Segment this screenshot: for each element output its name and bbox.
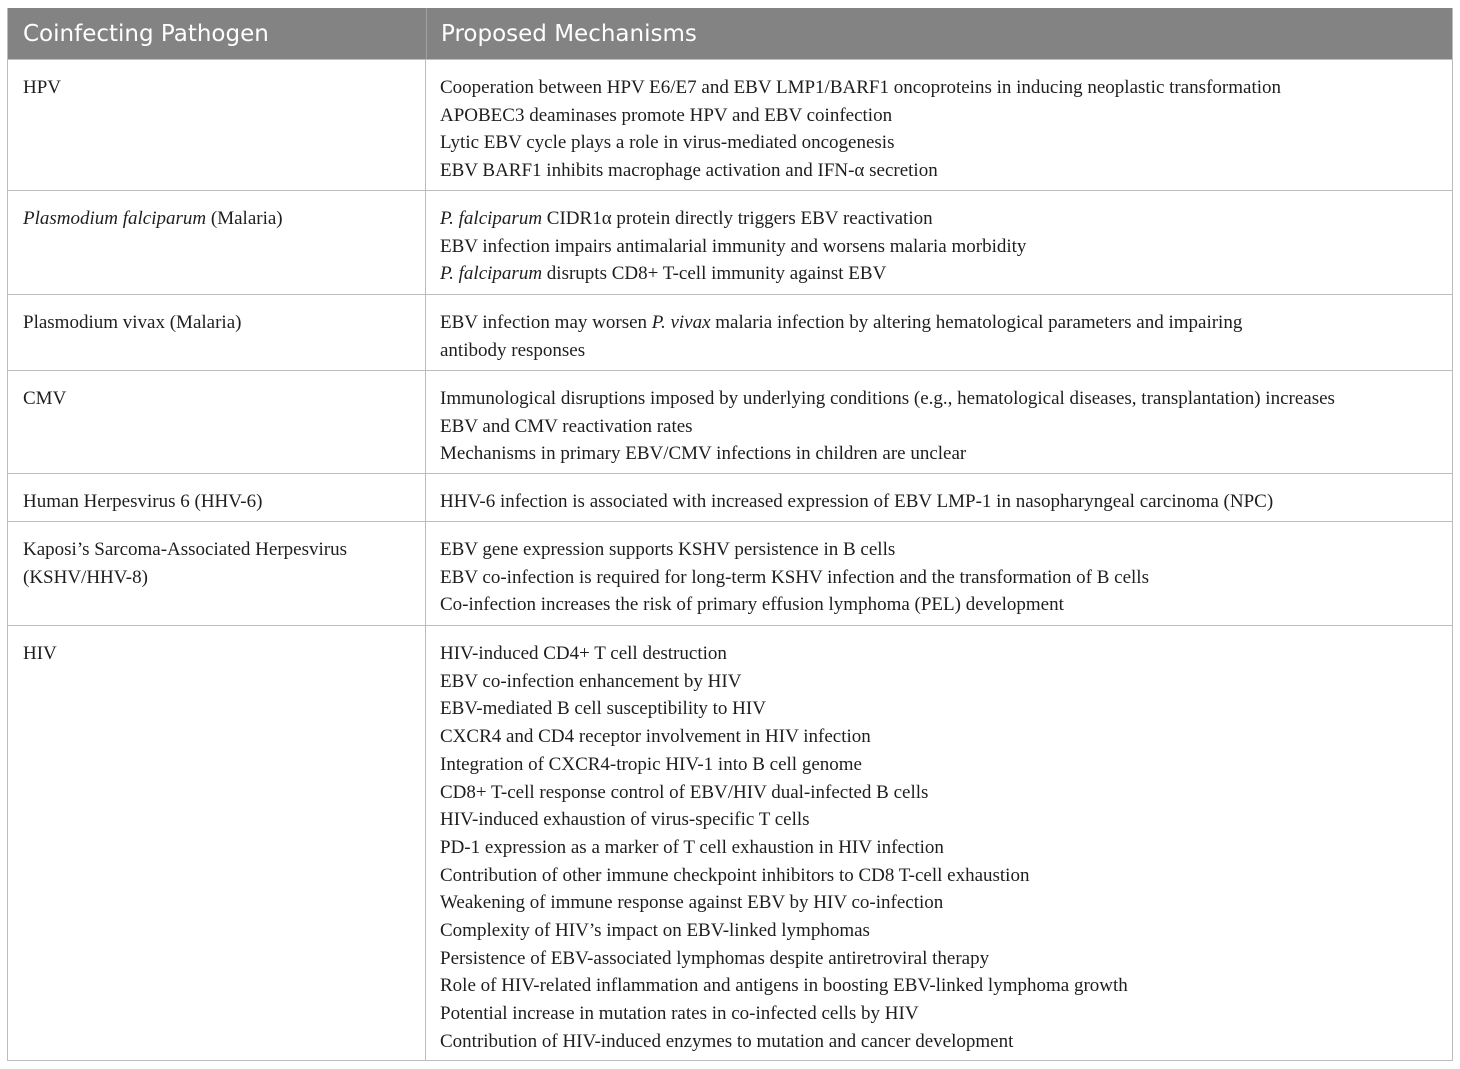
mechanism-line: Potential increase in mutation rates in co-infected cells by HIV bbox=[440, 1003, 919, 1025]
mechanism-line: Integration of CXCR4-tropic HIV-1 into B cell genome bbox=[440, 753, 862, 775]
pathogen-cell bbox=[8, 626, 426, 1060]
mechanism-line: Weakening of immune response against EBV by HIV co-infection bbox=[440, 892, 944, 914]
mechanism-line: HHV-6 infection is associated with increased expression of EBV LMP-1 in nasopharyngeal carcinoma (NPC) bbox=[440, 491, 1274, 512]
mechanism-line: antibody responses bbox=[440, 339, 586, 361]
mechanism-line: PD-1 expression as a marker of T cell exhaustion in HIV infection bbox=[440, 836, 944, 858]
mechanisms-cell bbox=[426, 522, 1452, 625]
table-row bbox=[8, 59, 1452, 190]
mechanisms-cell bbox=[426, 191, 1452, 294]
mechanism-line bbox=[440, 309, 1442, 337]
species-name: P. falciparum bbox=[440, 263, 543, 285]
mechanism-line: Persistence of EBV-associated lymphomas despite antiretroviral therapy bbox=[440, 947, 990, 969]
mechanism-text: malaria infection by altering hematological parameters and impairing bbox=[710, 312, 1243, 333]
mechanisms-cell bbox=[426, 60, 1452, 190]
pathogen-cell bbox=[8, 191, 426, 294]
pathogen-cell bbox=[8, 371, 426, 473]
mechanisms-cell bbox=[426, 474, 1452, 521]
mechanism-line: EBV co-infection is required for long-term KSHV infection and the transformation of B cells bbox=[440, 566, 1149, 588]
mechanism-line: CXCR4 and CD4 receptor involvement in HIV infection bbox=[440, 726, 871, 748]
pathogen-species: Plasmodium falciparum bbox=[23, 208, 207, 229]
mechanisms-cell bbox=[426, 626, 1452, 1060]
mechanism-line: EBV infection impairs antimalarial immunity and worsens malaria morbidity bbox=[440, 235, 1027, 257]
mechanism-line: Complexity of HIV’s impact on EBV-linked lymphomas bbox=[440, 920, 870, 942]
mechanism-line: Lytic EBV cycle plays a role in virus-mediated oncogenesis bbox=[440, 132, 895, 154]
header-coinfecting-pathogen: Coinfecting Pathogen bbox=[23, 20, 269, 47]
mechanism-line: HIV-induced exhaustion of virus-specific T cells bbox=[440, 809, 810, 831]
mechanism-line: Mechanisms in primary EBV/CMV infections in children are unclear bbox=[440, 443, 967, 465]
mechanism-text: disrupts CD8+ T-cell immunity against EBV bbox=[542, 263, 887, 285]
table-row bbox=[8, 473, 1452, 521]
mechanism-line: EBV co-infection enhancement by HIV bbox=[440, 670, 742, 692]
pathogen-name: Human Herpesvirus 6 (HHV-6) bbox=[23, 491, 263, 512]
pathogen-cell bbox=[8, 60, 426, 190]
mechanism-text: EBV infection may worsen bbox=[440, 312, 652, 333]
species-name: P. vivax bbox=[651, 312, 711, 333]
table-header bbox=[8, 8, 1452, 59]
pathogen-disease: (Malaria) bbox=[206, 208, 283, 229]
header-proposed-mechanisms: Proposed Mechanisms bbox=[426, 8, 1452, 59]
mechanism-line: Contribution of other immune checkpoint inhibitors to CD8 T-cell exhaustion bbox=[440, 864, 1030, 886]
mechanism-line: EBV and CMV reactivation rates bbox=[440, 415, 693, 437]
mechanism-line: EBV BARF1 inhibits macrophage activation and IFN-α secretion bbox=[440, 160, 938, 182]
mechanism-text: CIDR1α protein directly triggers EBV reactivation bbox=[542, 208, 933, 229]
mechanisms-cell bbox=[426, 371, 1452, 473]
table-row bbox=[8, 370, 1452, 473]
pathogen-name: HIV bbox=[23, 643, 57, 664]
mechanism-line bbox=[440, 260, 1442, 288]
table-row bbox=[8, 294, 1452, 370]
mechanism-line: Role of HIV-related inflammation and antigens in boosting EBV-linked lymphoma growth bbox=[440, 975, 1128, 997]
mechanism-line: CD8+ T-cell response control of EBV/HIV dual-infected B cells bbox=[440, 781, 929, 803]
mechanism-line: Co-infection increases the risk of primary effusion lymphoma (PEL) development bbox=[440, 594, 1064, 616]
mechanism-line: Immunological disruptions imposed by underlying conditions (e.g., hematological diseases, transplantation) increases bbox=[440, 388, 1335, 409]
mechanism-line: Cooperation between HPV E6/E7 and EBV LMP1/BARF1 oncoproteins in inducing neoplastic transformation bbox=[440, 77, 1282, 98]
mechanism-line: HIV-induced CD4+ T cell destruction bbox=[440, 643, 727, 664]
pathogen-name: (KSHV/HHV-8) bbox=[23, 566, 148, 588]
species-name: P. falciparum bbox=[440, 208, 543, 229]
mechanism-line: EBV-mediated B cell susceptibility to HIV bbox=[440, 698, 766, 720]
pathogen-name: Kaposi’s Sarcoma-Associated Herpesvirus bbox=[23, 539, 347, 560]
table-row bbox=[8, 190, 1452, 294]
table-row bbox=[8, 521, 1452, 625]
pathogen-cell bbox=[8, 522, 426, 625]
mechanism-line: APOBEC3 deaminases promote HPV and EBV coinfection bbox=[440, 104, 893, 126]
pathogen-name: CMV bbox=[23, 388, 67, 409]
mechanisms-cell bbox=[426, 295, 1452, 370]
pathogen-name: Plasmodium vivax (Malaria) bbox=[23, 312, 242, 333]
mechanism-line: EBV gene expression supports KSHV persistence in B cells bbox=[440, 539, 896, 560]
mechanism-line: Contribution of HIV-induced enzymes to mutation and cancer development bbox=[440, 1030, 1014, 1052]
pathogen-cell bbox=[8, 474, 426, 521]
mechanism-line bbox=[440, 205, 1442, 233]
table-row bbox=[8, 625, 1452, 1060]
pathogen-name bbox=[23, 205, 415, 233]
pathogen-cell bbox=[8, 295, 426, 370]
coinfection-table bbox=[7, 8, 1453, 1061]
pathogen-name: HPV bbox=[23, 77, 62, 98]
